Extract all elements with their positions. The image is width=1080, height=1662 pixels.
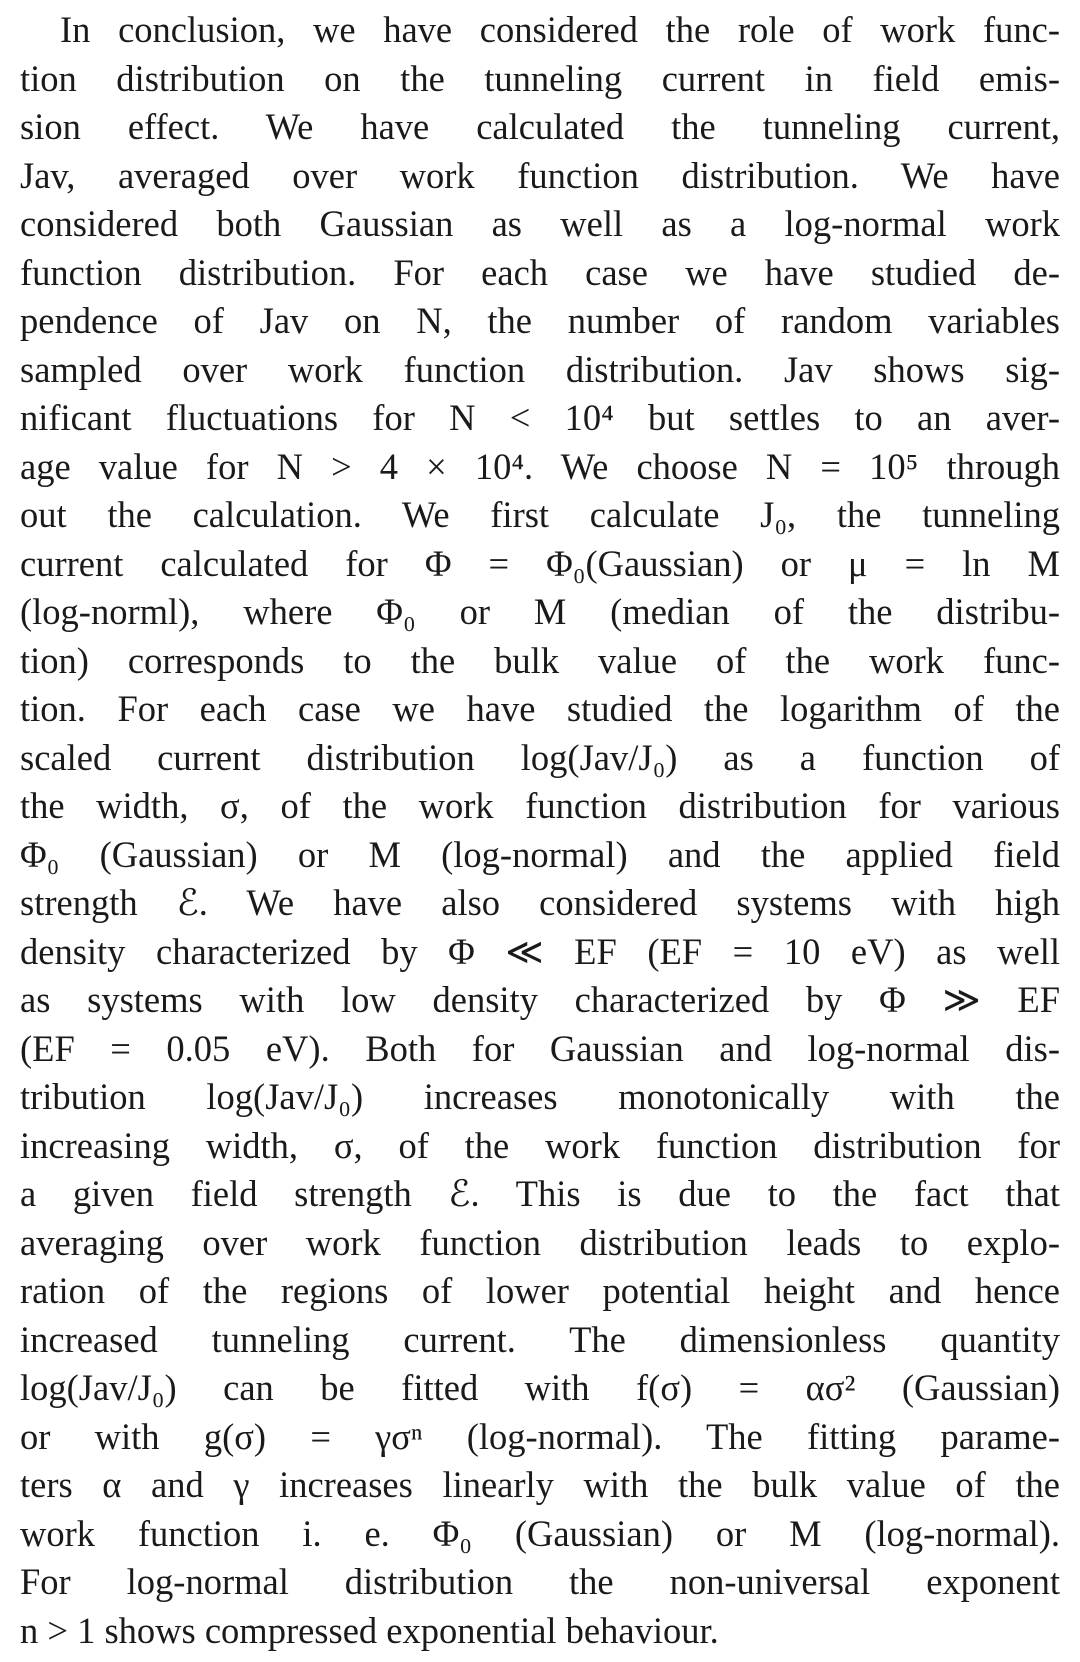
text-line: sampled over work function distribution. Jav shows sig- <box>20 348 1060 390</box>
text-line: or with g(σ) = γσⁿ (log-normal). The fitting parame- <box>20 1415 1060 1457</box>
text-line: In conclusion, we have considered the role of work func- <box>60 9 1060 50</box>
text-line: pendence of Jav on N, the number of random variables <box>20 300 1060 341</box>
text-line: Φ₀ (Gaussian) or M (log-normal) and the applied field <box>20 833 1060 875</box>
text-line: For log-normal distribution the non-universal exponent <box>20 1561 1060 1602</box>
text-line: sion effect. We have calculated the tunneling current, <box>20 106 1060 147</box>
text-line: scaled current distribution log(Jav/J₀) as a function of <box>20 736 1060 778</box>
text-line: Jav, averaged over work function distribution. We have <box>20 154 1060 196</box>
text-line: current calculated for Φ = Φ₀(Gaussian) or μ = ln M <box>20 542 1060 584</box>
text-line: tribution log(Jav/J₀) increases monotonically with the <box>20 1076 1060 1117</box>
text-line: out the calculation. We first calculate J₀, the tunneling <box>20 494 1060 535</box>
text-line: age value for N > 4 × 10⁴. We choose N = 10⁵ through <box>20 445 1060 487</box>
text-line: considered both Gaussian as well as a log-normal work <box>20 203 1060 244</box>
text-line: nificant fluctuations for N < 10⁴ but settles to an aver- <box>20 397 1060 438</box>
text-line: work function i. e. Φ₀ (Gaussian) or M (log-normal). <box>20 1512 1060 1554</box>
text-line: log(Jav/J₀) can be fitted with f(σ) = ασ² (Gaussian) <box>20 1367 1060 1408</box>
text-line: tion. For each case we have studied the logarithm of the <box>20 688 1060 729</box>
text-line: averaging over work function distribution leads to explo- <box>20 1221 1060 1263</box>
text-line: ration of the regions of lower potential height and hence <box>20 1270 1060 1311</box>
text-line: n > 1 shows compressed exponential behaviour. <box>20 1609 719 1651</box>
text-line: function distribution. For each case we have studied de- <box>20 251 1060 293</box>
text-line: tion distribution on the tunneling current in field emis- <box>20 57 1060 99</box>
text-line: increasing width, σ, of the work function distribution for <box>20 1124 1060 1166</box>
paper-paragraph <box>20 6 1060 1655</box>
text-line: the width, σ, of the work function distribution for various <box>20 785 1060 826</box>
text-line: (log-norml), where Φ₀ or M (median of the distribu- <box>20 591 1060 632</box>
text-line: a given field strength ℰ. This is due to the fact that <box>20 1173 1060 1214</box>
text-line: (EF = 0.05 eV). Both for Gaussian and log-normal dis- <box>20 1027 1060 1069</box>
text-line: increased tunneling current. The dimensionless quantity <box>20 1318 1060 1360</box>
text-line: strength ℰ. We have also considered systems with high <box>20 882 1060 923</box>
text-line: as systems with low density characterized by Φ ≫ EF <box>20 979 1060 1020</box>
text-line: density characterized by Φ ≪ EF (EF = 10 eV) as well <box>20 930 1060 972</box>
text-line: ters α and γ increases linearly with the bulk value of the <box>20 1464 1060 1505</box>
text-line: tion) corresponds to the bulk value of the work func- <box>20 639 1060 681</box>
